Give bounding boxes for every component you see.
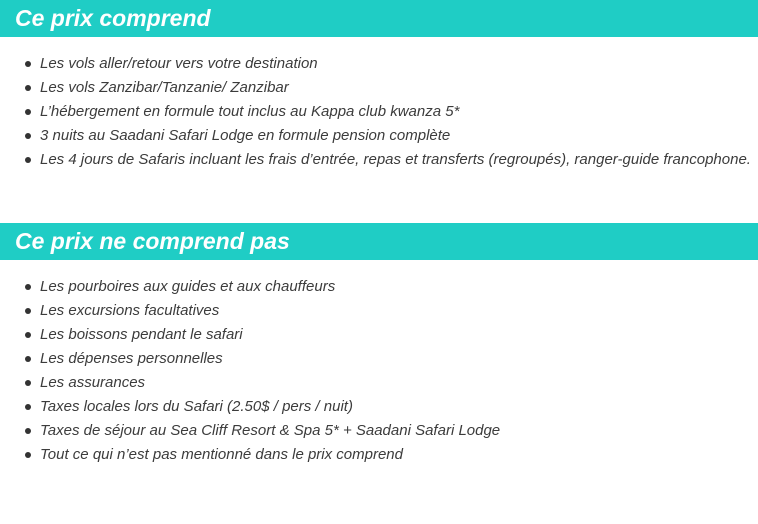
list-item bbox=[0, 371, 500, 395]
bullet-icon bbox=[25, 452, 31, 458]
list-item bbox=[0, 148, 751, 172]
list-item-text: Taxes de séjour au Sea Cliff Resort & Spa 5* + Saadani Safari Lodge bbox=[40, 422, 501, 439]
bullet-icon bbox=[25, 380, 31, 386]
list-item-text: Les boissons pendant le safari bbox=[40, 326, 243, 343]
list-item bbox=[0, 76, 751, 100]
list-item bbox=[0, 347, 500, 371]
excludes-list bbox=[0, 275, 500, 467]
includes-list bbox=[0, 52, 751, 172]
list-item-text: Les vols Zanzibar/Tanzanie/ Zanzibar bbox=[40, 79, 289, 96]
list-item bbox=[0, 419, 500, 443]
bullet-icon bbox=[25, 308, 31, 314]
bullet-icon bbox=[25, 356, 31, 362]
list-item-text: Les vols aller/retour vers votre destination bbox=[40, 55, 318, 72]
bullet-icon bbox=[25, 109, 31, 115]
list-item-text: 3 nuits au Saadani Safari Lodge en formule pension complète bbox=[40, 127, 451, 144]
bullet-icon bbox=[25, 428, 31, 434]
bullet-icon bbox=[25, 404, 31, 410]
bullet-icon bbox=[25, 157, 31, 163]
excludes-section-title: Ce prix ne comprend pas bbox=[0, 223, 758, 260]
list-item-text: Les excursions facultatives bbox=[40, 302, 220, 319]
bullet-icon bbox=[25, 133, 31, 139]
list-item-text: Les assurances bbox=[40, 374, 146, 391]
list-item bbox=[0, 299, 500, 323]
includes-section-title: Ce prix comprend bbox=[0, 0, 758, 37]
list-item-text: L’hébergement en formule tout inclus au Kappa club kwanza 5* bbox=[40, 103, 460, 120]
list-item bbox=[0, 443, 500, 467]
list-item bbox=[0, 52, 751, 76]
list-item bbox=[0, 323, 500, 347]
bullet-icon bbox=[25, 332, 31, 338]
list-item-text: Les 4 jours de Safaris incluant les frais d’entrée, repas et transferts (regroupés), ranger-guide francophone. bbox=[40, 151, 751, 168]
bullet-icon bbox=[25, 61, 31, 67]
list-item bbox=[0, 124, 751, 148]
list-item-text: Les dépenses personnelles bbox=[40, 350, 223, 367]
list-item-text: Tout ce qui n’est pas mentionné dans le prix comprend bbox=[40, 446, 403, 463]
bullet-icon bbox=[25, 85, 31, 91]
bullet-icon bbox=[25, 284, 31, 290]
list-item-text: Les pourboires aux guides et aux chauffeurs bbox=[40, 278, 336, 295]
list-item-text: Taxes locales lors du Safari (2.50$ / pers / nuit) bbox=[40, 398, 353, 415]
list-item bbox=[0, 395, 500, 419]
list-item bbox=[0, 275, 500, 299]
list-item bbox=[0, 100, 751, 124]
